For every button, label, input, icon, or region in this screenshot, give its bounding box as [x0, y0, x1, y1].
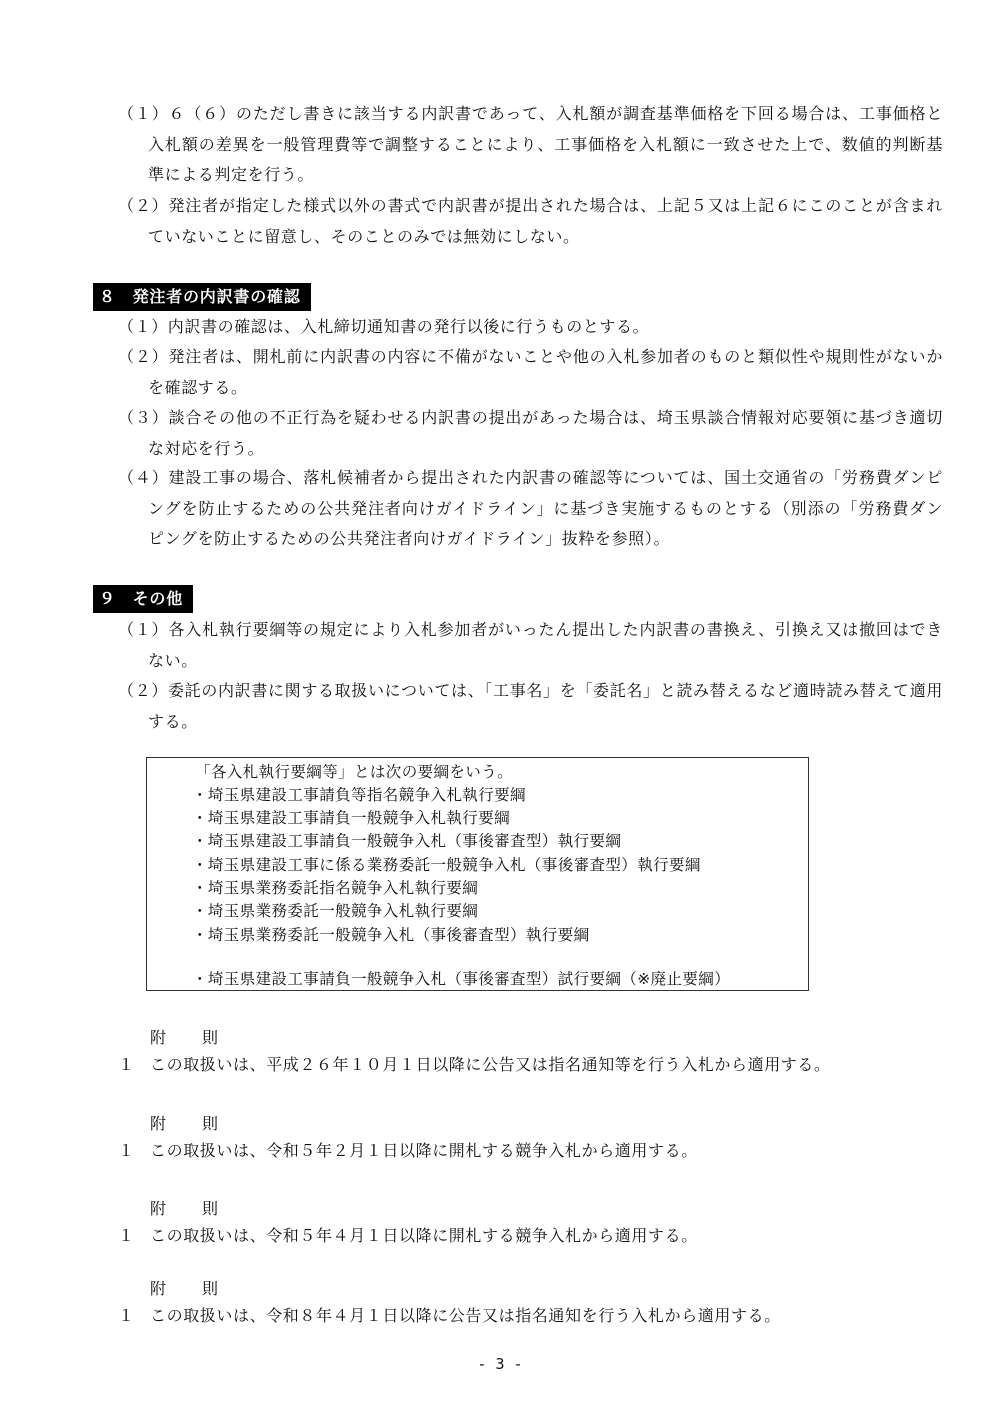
box-intro: 「各入札執行要綱等」とは次の要綱をいう。 [195, 763, 514, 781]
supplementary-title: 附 則 [150, 1028, 229, 1047]
section-heading-9: ９ その他 [93, 585, 193, 613]
list-item: （２）発注者が指定した様式以外の書式で内訳書が提出された場合は、上記５又は上記６にこのことが含まれていないことに留意し、そのことのみでは無効にしない。 [118, 196, 943, 246]
supplementary-title: 附 則 [150, 1199, 229, 1218]
section-heading-8: ８ 発注者の内訳書の確認 [93, 283, 311, 311]
box-line: ・埼玉県建設工事請負一般競争入札執行要綱 [192, 809, 511, 827]
box-line: ・埼玉県業務委託一般競争入札執行要綱 [192, 902, 479, 920]
supplementary-title: 附 則 [150, 1279, 229, 1298]
supplementary-provision [118, 1223, 698, 1246]
list-item: （１）各入札執行要綱等の規定により入札参加者がいったん提出した内訳書の書換え、引換え又は撤回はできない。 [118, 620, 943, 670]
box-line: ・埼玉県業務委託指名競争入札執行要綱 [192, 879, 479, 897]
list-item: （２）発注者は、開札前に内訳書の内容に不備がないことや他の入札参加者のものと類似性や規則性がないかを確認する。 [118, 347, 943, 397]
provision-number: １ [118, 1226, 135, 1245]
provision-number: １ [118, 1141, 135, 1160]
supplementary-provision [118, 1052, 831, 1075]
box-line: ・埼玉県建設工事請負等指名競争入札執行要綱 [192, 786, 526, 804]
supplementary-provision [118, 1303, 781, 1326]
supplementary-provision [118, 1138, 698, 1161]
box-line: ・埼玉県建設工事に係る業務委託一般競争入札（事後審査型）執行要綱 [192, 856, 701, 874]
supplementary-title: 附 則 [150, 1114, 229, 1133]
box-line: ・埼玉県建設工事請負一般競争入札（事後審査型）執行要綱 [192, 832, 622, 850]
list-item: （２）委託の内訳書に関する取扱いについては、「工事名」を「委託名」と読み替えるなど適時読み替えて適用する。 [118, 681, 943, 731]
box-line: ・埼玉県業務委託一般競争入札（事後審査型）執行要綱 [192, 926, 590, 944]
page-number: - 3 - [477, 1355, 523, 1373]
provision-number: １ [118, 1306, 135, 1325]
list-item: （１）６（６）のただし書きに該当する内訳書であって、入札額が調査基準価格を下回る場合は、工事価格と入札額の差異を一般管理費等で調整することにより、工事価格を入札額に一致させた上で、数値的判断基準による判定を行う。 [118, 104, 943, 184]
provision-number: １ [118, 1055, 135, 1074]
provision-text: この取扱いは、令和５年２月１日以降に開札する競争入札から適用する。 [150, 1141, 698, 1160]
list-item: （４）建設工事の場合、落札候補者から提出された内訳書の確認等については、国土交通省の「労務費ダンピングを防止するための公共発注者向けガイドライン」に基づき実施するものとする（別添の「労務費ダンピングを防止するための公共発注者向けガイドライン」抜粋を参照）。 [118, 468, 943, 548]
guidelines-box [146, 757, 809, 991]
provision-text: この取扱いは、令和５年４月１日以降に開札する競争入札から適用する。 [150, 1226, 698, 1245]
provision-text: この取扱いは、平成２６年１０月１日以降に公告又は指名通知等を行う入札から適用する。 [150, 1055, 831, 1074]
provision-text: この取扱いは、令和８年４月１日以降に公告又は指名通知を行う入札から適用する。 [150, 1306, 781, 1325]
list-item: （１）内訳書の確認は、入札締切通知書の発行以後に行うものとする。 [118, 317, 650, 336]
box-line-abolished: ・埼玉県建設工事請負一般競争入札（事後審査型）試行要綱（※廃止要綱） [192, 970, 731, 988]
list-item: （３）談合その他の不正行為を疑わせる内訳書の提出があった場合は、埼玉県談合情報対応要領に基づき適切な対応を行う。 [118, 408, 943, 458]
